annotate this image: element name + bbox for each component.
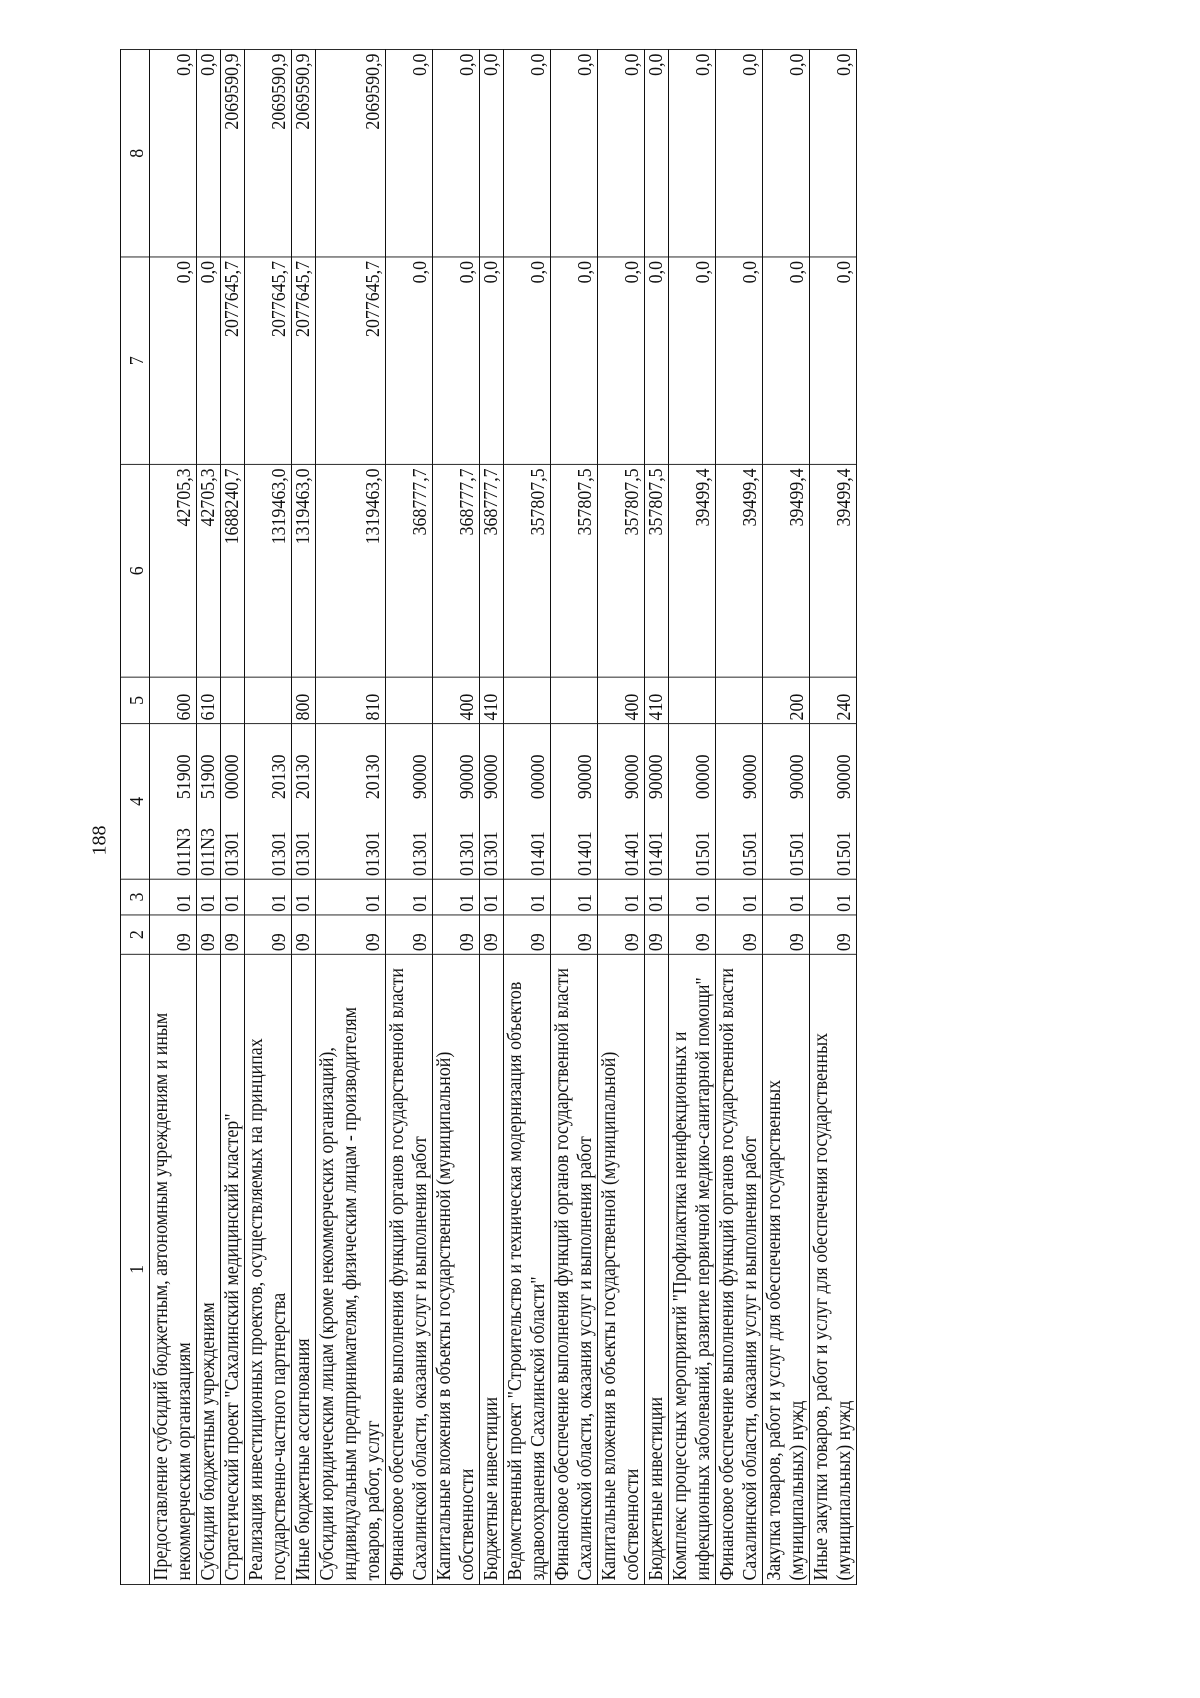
direction-code: 90000 [574, 754, 596, 800]
target-article-code [150, 724, 197, 880]
row-name: Субсидии бюджетным учреждениям [197, 954, 221, 1584]
program-code: 01301 [362, 831, 384, 877]
subsection-code: 01 [480, 879, 504, 915]
subsection-code: 01 [669, 879, 716, 915]
row-name: Субсидии юридическим лицам (кроме некоммерческих организаций), индивидуальным предпринимателям, физическим лицам - производителям товаров, работ, услуг [316, 954, 386, 1584]
subsection-code: 01 [645, 879, 669, 915]
table-row [598, 50, 645, 1585]
table-row [221, 50, 245, 1585]
expense-type-code: 400 [433, 677, 480, 723]
program-code: 01401 [645, 831, 667, 877]
row-name: Предоставление субсидий бюджетным, автономным учреждениям и иным некоммерческим организациям [150, 954, 197, 1584]
table-row [716, 50, 763, 1585]
table-row [480, 50, 504, 1585]
amount-col8: 2069590,9 [221, 50, 245, 257]
target-article-code [763, 724, 810, 880]
amount-col7: 0,0 [433, 257, 480, 464]
program-code: 01401 [621, 831, 643, 877]
table-row [197, 50, 221, 1585]
program-code: 01301 [409, 831, 431, 877]
amount-col8: 0,0 [763, 50, 810, 257]
program-code: 011N3 [173, 828, 195, 877]
direction-code: 90000 [786, 754, 808, 800]
header-cell: 2 [121, 915, 150, 954]
expense-type-code: 800 [292, 677, 316, 723]
amount-col7: 2077645,7 [221, 257, 245, 464]
direction-code: 90000 [480, 754, 502, 800]
subsection-code: 01 [316, 879, 386, 915]
expense-type-code: 200 [763, 677, 810, 723]
subsection-code: 01 [810, 879, 857, 915]
target-article-code [598, 724, 645, 880]
table-row [504, 50, 551, 1585]
target-article-code [316, 724, 386, 880]
table-row [810, 50, 857, 1585]
amount-col7: 0,0 [386, 257, 433, 464]
expense-type-code: 610 [197, 677, 221, 723]
amount-col7: 0,0 [763, 257, 810, 464]
amount-col7: 0,0 [716, 257, 763, 464]
expense-type-code [716, 677, 763, 723]
target-article-code [386, 724, 433, 880]
subsection-code: 01 [433, 879, 480, 915]
section-code: 09 [386, 915, 433, 954]
expense-type-code: 410 [480, 677, 504, 723]
amount-col8: 0,0 [386, 50, 433, 257]
subsection-code: 01 [150, 879, 197, 915]
section-code: 09 [150, 915, 197, 954]
amount-col6: 1319463,0 [316, 464, 386, 677]
header-cell: 5 [121, 677, 150, 723]
subsection-code: 01 [221, 879, 245, 915]
amount-col8: 0,0 [150, 50, 197, 257]
table-row [316, 50, 386, 1585]
program-code: 01301 [221, 831, 243, 877]
subsection-code: 01 [504, 879, 551, 915]
target-article-code [669, 724, 716, 880]
amount-col7: 0,0 [598, 257, 645, 464]
direction-code: 00000 [692, 754, 714, 800]
program-code: 01501 [833, 831, 855, 877]
expense-type-code [669, 677, 716, 723]
amount-col7: 0,0 [810, 257, 857, 464]
program-code: 01301 [292, 831, 314, 877]
amount-col7: 0,0 [480, 257, 504, 464]
amount-col7: 0,0 [150, 257, 197, 464]
program-code: 01401 [527, 831, 549, 877]
amount-col7: 2077645,7 [316, 257, 386, 464]
page-number: 188 [88, 825, 111, 856]
amount-col8: 0,0 [645, 50, 669, 257]
table-row [292, 50, 316, 1585]
table-row [763, 50, 810, 1585]
section-code: 09 [716, 915, 763, 954]
expense-type-code [245, 677, 292, 723]
program-code: 011N3 [197, 828, 219, 877]
direction-code: 20130 [292, 754, 314, 800]
expense-type-code: 240 [810, 677, 857, 723]
section-code: 09 [292, 915, 316, 954]
amount-col8: 0,0 [480, 50, 504, 257]
amount-col7: 2077645,7 [245, 257, 292, 464]
row-name: Финансовое обеспечение выполнения функций органов государственной власти Сахалинской области, оказания услуг и выполнения работ [551, 954, 598, 1584]
section-code: 09 [480, 915, 504, 954]
direction-code: 20130 [362, 754, 384, 800]
header-cell: 8 [121, 50, 150, 257]
amount-col8: 0,0 [669, 50, 716, 257]
subsection-code: 01 [598, 879, 645, 915]
amount-col8: 2069590,9 [292, 50, 316, 257]
row-name: Комплекс процессных мероприятий "Профилактика неинфекционных и инфекционных заболеваний, развитие первичной медико-санитарной помощи" [669, 954, 716, 1584]
amount-col7: 0,0 [551, 257, 598, 464]
expense-type-code [551, 677, 598, 723]
program-code: 01501 [739, 831, 761, 877]
expense-type-code: 400 [598, 677, 645, 723]
amount-col6: 39499,4 [669, 464, 716, 677]
row-name: Иные бюджетные ассигнования [292, 954, 316, 1584]
amount-col6: 368777,7 [386, 464, 433, 677]
amount-col6: 357807,5 [551, 464, 598, 677]
target-article-code [480, 724, 504, 880]
program-code: 01401 [574, 831, 596, 877]
table-row [669, 50, 716, 1585]
direction-code: 90000 [833, 754, 855, 800]
subsection-code: 01 [292, 879, 316, 915]
amount-col6: 1319463,0 [245, 464, 292, 677]
target-article-code [245, 724, 292, 880]
amount-col6: 1688240,7 [221, 464, 245, 677]
header-cell: 4 [121, 724, 150, 880]
row-name: Финансовое обеспечение выполнения функций органов государственной власти Сахалинской области, оказания услуг и выполнения работ [386, 954, 433, 1584]
header-cell: 3 [121, 879, 150, 915]
table-row [645, 50, 669, 1585]
section-code: 09 [504, 915, 551, 954]
direction-code: 90000 [409, 754, 431, 800]
expense-type-code: 810 [316, 677, 386, 723]
section-code: 09 [197, 915, 221, 954]
row-name: Бюджетные инвестиции [480, 954, 504, 1584]
row-name: Капитальные вложения в объекты государственной (муниципальной) собственности [433, 954, 480, 1584]
section-code: 09 [433, 915, 480, 954]
target-article-code [551, 724, 598, 880]
budget-table [120, 49, 857, 1585]
amount-col6: 357807,5 [598, 464, 645, 677]
table-row [386, 50, 433, 1585]
table-row [245, 50, 292, 1585]
table-row [150, 50, 197, 1585]
subsection-code: 01 [245, 879, 292, 915]
amount-col6: 368777,7 [480, 464, 504, 677]
amount-col6: 357807,5 [645, 464, 669, 677]
row-name: Капитальные вложения в объекты государственной (муниципальной) собственности [598, 954, 645, 1584]
target-article-code [716, 724, 763, 880]
amount-col7: 0,0 [669, 257, 716, 464]
direction-code: 00000 [221, 754, 243, 800]
section-code: 09 [810, 915, 857, 954]
row-name: Стратегический проект "Сахалинский медицинский кластер" [221, 954, 245, 1584]
header-cell: 1 [121, 954, 150, 1584]
row-name: Бюджетные инвестиции [645, 954, 669, 1584]
section-code: 09 [669, 915, 716, 954]
budget-table-container [120, 50, 1200, 1585]
amount-col8: 0,0 [551, 50, 598, 257]
direction-code: 51900 [197, 754, 219, 800]
amount-col8: 0,0 [810, 50, 857, 257]
target-article-code [504, 724, 551, 880]
amount-col6: 368777,7 [433, 464, 480, 677]
section-code: 09 [598, 915, 645, 954]
program-code: 01501 [786, 831, 808, 877]
row-name: Иные закупки товаров, работ и услуг для обеспечения государственных (муниципальных) нужд [810, 954, 857, 1584]
amount-col8: 0,0 [716, 50, 763, 257]
program-code: 01301 [268, 831, 290, 877]
row-name: Закупка товаров, работ и услуг для обеспечения государственных (муниципальных) нужд [763, 954, 810, 1584]
table-row [433, 50, 480, 1585]
direction-code: 90000 [739, 754, 761, 800]
row-name: Ведомственный проект "Строительство и техническая модернизация объектов здравоохранения Сахалинской области" [504, 954, 551, 1584]
target-article-code [292, 724, 316, 880]
amount-col6: 42705,3 [197, 464, 221, 677]
amount-col8: 2069590,9 [316, 50, 386, 257]
direction-code: 00000 [527, 754, 549, 800]
subsection-code: 01 [197, 879, 221, 915]
section-code: 09 [316, 915, 386, 954]
target-article-code [197, 724, 221, 880]
program-code: 01301 [480, 831, 502, 877]
amount-col7: 0,0 [504, 257, 551, 464]
amount-col8: 2069590,9 [245, 50, 292, 257]
table-row [551, 50, 598, 1585]
amount-col6: 39499,4 [716, 464, 763, 677]
expense-type-code: 410 [645, 677, 669, 723]
amount-col8: 0,0 [504, 50, 551, 257]
direction-code: 90000 [645, 754, 667, 800]
amount-col6: 1319463,0 [292, 464, 316, 677]
target-article-code [810, 724, 857, 880]
section-code: 09 [221, 915, 245, 954]
direction-code: 20130 [268, 754, 290, 800]
row-name: Реализация инвестиционных проектов, осуществляемых на принципах государственно-частного партнерства [245, 954, 292, 1584]
amount-col6: 42705,3 [150, 464, 197, 677]
target-article-code [221, 724, 245, 880]
program-code: 01501 [692, 831, 714, 877]
amount-col7: 2077645,7 [292, 257, 316, 464]
section-code: 09 [551, 915, 598, 954]
program-code: 01301 [456, 831, 478, 877]
expense-type-code [221, 677, 245, 723]
section-code: 09 [645, 915, 669, 954]
amount-col6: 357807,5 [504, 464, 551, 677]
table-body [150, 50, 857, 1585]
header-cell: 6 [121, 464, 150, 677]
rotated-table [120, 50, 1200, 1585]
target-article-code [645, 724, 669, 880]
amount-col6: 39499,4 [763, 464, 810, 677]
expense-type-code [504, 677, 551, 723]
section-code: 09 [245, 915, 292, 954]
amount-col8: 0,0 [598, 50, 645, 257]
header-row [121, 50, 150, 1585]
amount-col6: 39499,4 [810, 464, 857, 677]
expense-type-code: 600 [150, 677, 197, 723]
subsection-code: 01 [716, 879, 763, 915]
subsection-code: 01 [386, 879, 433, 915]
subsection-code: 01 [551, 879, 598, 915]
amount-col8: 0,0 [197, 50, 221, 257]
amount-col7: 0,0 [197, 257, 221, 464]
direction-code: 90000 [456, 754, 478, 800]
amount-col8: 0,0 [433, 50, 480, 257]
subsection-code: 01 [763, 879, 810, 915]
header-cell: 7 [121, 257, 150, 464]
section-code: 09 [763, 915, 810, 954]
row-name: Финансовое обеспечение выполнения функций органов государственной власти Сахалинской области, оказания услуг и выполнения работ [716, 954, 763, 1584]
direction-code: 51900 [173, 754, 195, 800]
expense-type-code [386, 677, 433, 723]
target-article-code [433, 724, 480, 880]
direction-code: 90000 [621, 754, 643, 800]
amount-col7: 0,0 [645, 257, 669, 464]
